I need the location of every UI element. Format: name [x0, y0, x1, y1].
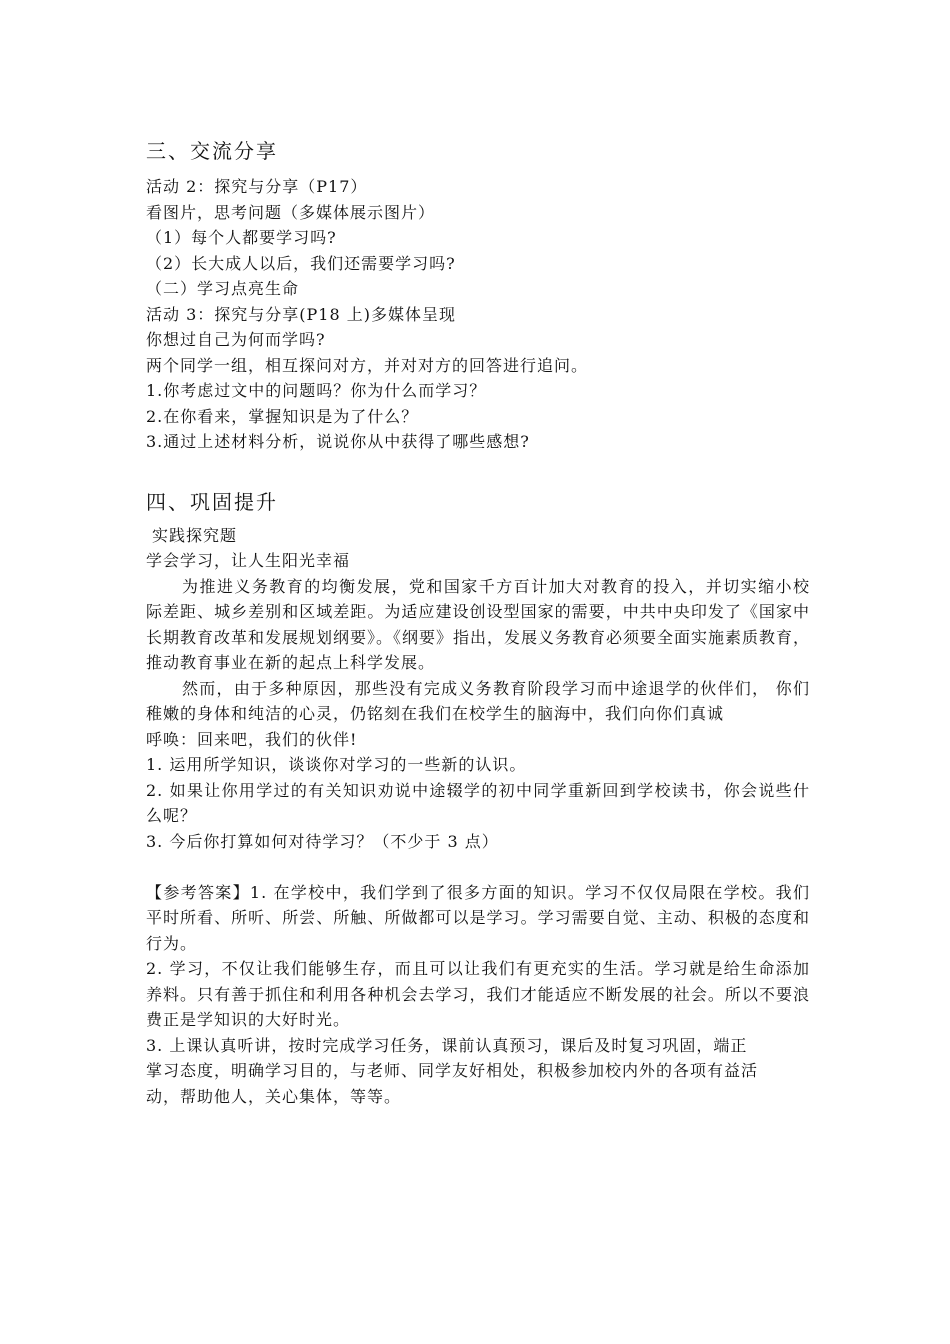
spacer — [146, 854, 810, 880]
section-consolidate — [146, 487, 810, 1110]
material-paragraph: 然而，由于多种原因，那些没有完成义务教育阶段学习而中途退学的伙伴们， 你们稚嫩的身体和纯洁的心灵，仍铭刻在我们在校学生的脑海中，我们向你们真诚 — [146, 678, 810, 723]
text-line: （2）长大成人以后，我们还需要学习吗? — [146, 253, 456, 273]
section-heading: 四、巩固提升 — [146, 489, 278, 514]
text-line: 3.通过上述材料分析，说说你从中获得了哪些感想? — [146, 432, 530, 451]
answer-paragraph: 【参考答案】1. 在学校中，我们学到了很多方面的知识。学习不仅仅局限在学校。我们平时所看、所听、所尝、所触、所做都可以是学习。学习需要自觉、主动、积极的态度和行为。 — [146, 882, 810, 953]
answer-paragraph: 动，帮助他人，关心集体，等等。 — [146, 1086, 402, 1106]
answer-paragraph: 掌习态度，明确学习目的，与老师、同学友好相处，积极参加校内外的各项有益活 — [146, 1061, 759, 1080]
section-heading: 三、交流分享 — [146, 139, 278, 163]
answer-paragraph: 3. 上课认真听讲，按时完成学习任务，课前认真预习，课后及时复习巩固，端正 — [146, 1035, 748, 1055]
document-content — [146, 136, 810, 1109]
text-line: 两个同学一组，相互探问对方，并对对方的回答进行追问。 — [146, 355, 589, 375]
text-line: 看图片，思考问题（多媒体展示图片） — [146, 202, 436, 222]
section-exchange-share — [146, 136, 810, 455]
text-line: 你想过自己为何而学吗? — [146, 330, 326, 349]
material-paragraph: 为推进义务教育的均衡发展，党和国家千方百计加大对教育的投入，并切实缩小校际差距、城乡差别和区域差距。为适应建设创设型国家的需要，中共中央印发了《国家中长期教育改革和发展规划纲要》。《纲要》指出，发展义务教育必须要全面实施素质教育，推动教育事业在新的起点上科学发展。 — [146, 576, 811, 672]
question-item: 2. 如果让你用学过的有关知识劝说中途辍学的初中同学重新回到学校读书，你会说些什么呢？ — [146, 780, 810, 825]
material-call: 呼唤：回来吧，我们的伙伴! — [146, 729, 358, 749]
text-line: （二）学习点亮生命 — [146, 279, 300, 298]
question-item: 3. 今后你打算如何对待学习？（不少于 3 点） — [146, 831, 499, 851]
text-line: 1.你考虑过文中的问题吗？你为什么而学习？ — [146, 381, 487, 400]
exercise-title: 学会学习，让人生阳光幸福 — [146, 551, 351, 570]
exercise-subtitle: 实践探究题 — [152, 525, 238, 545]
question-item: 1. 运用所学知识，谈谈你对学习的一些新的认识。 — [146, 755, 527, 774]
text-line: （1）每个人都要学习吗? — [146, 228, 337, 247]
text-line: 2.在你看来，掌握知识是为了什么？ — [146, 406, 419, 426]
answer-paragraph: 2. 学习，不仅让我们能够生存，而且可以让我们有更充实的生活。学习就是给生命添加养料。只有善于抓住和利用各种机会去学习，我们才能适应不断发展的社会。所以不要浪费正是学知识的大好时光。 — [146, 959, 810, 1029]
text-line: 活动 3：探究与分享(P18 上)多媒体呈现 — [146, 304, 456, 324]
text-line: 活动 2：探究与分享（P17） — [146, 177, 368, 196]
